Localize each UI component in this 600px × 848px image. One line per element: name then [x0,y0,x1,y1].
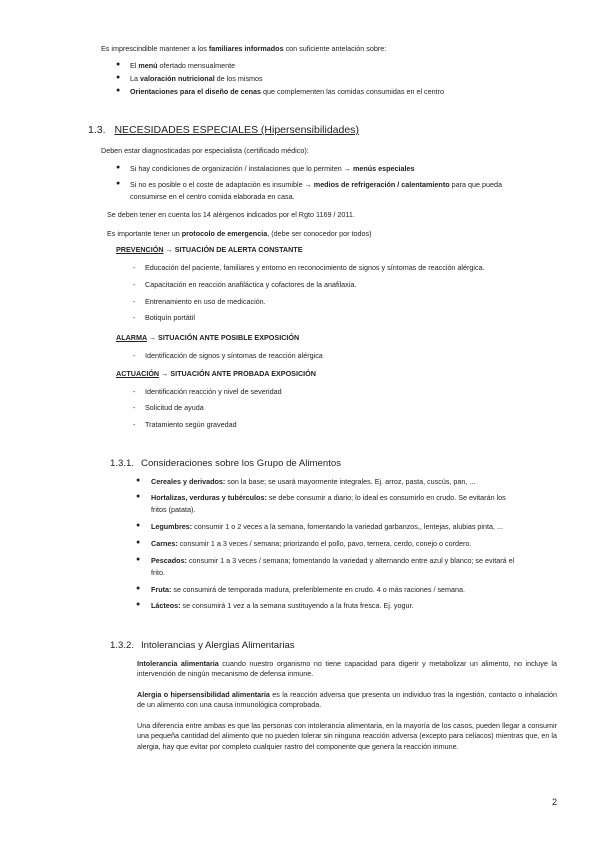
dash-icon: - [133,313,136,322]
alarma-item: Identificación de signos y síntomas de reacción alérgica [145,351,323,360]
intro-item-menu: El menú ofertado mensualmente [130,61,236,70]
bullet-icon: ● [136,477,141,484]
food-item-cont: fritos (patata). [151,505,196,514]
actuacion-item: Solicitud de ayuda [145,403,204,412]
actuacion-item: Identificación reacción y nivel de severidad [145,387,282,396]
paragraph-intolerancia: Intolerancia alimentaria cuando nuestro organismo no tiene capacidad para digerir y metabolizar un alimento, no incluye la intervención de ningún mecanismo de defensa inmune. [137,659,557,679]
dash-icon: - [133,403,136,412]
allergen-text: Se deben tener en cuenta los 14 alérgenos indicados por el Rgto 1169 / 2011. [107,210,355,219]
section-heading [88,124,359,136]
bullet-icon: ● [116,180,121,187]
food-item: Cereales y derivados: son la base; se usará mayormente integrales. Ej. arroz, pasta, cuscús, pan, ... [151,477,476,486]
section-title: NECESIDADES ESPECIALES (Hipersensibilidades) [114,124,359,136]
bullet-icon: ● [136,493,141,500]
food-item: Pescados: consumir 1 a 3 veces / semana; fomentando la variedad y alternando entre azul y blanco; se evitará el [151,556,515,565]
prevencion-item: Capacitación en reacción anafiláctica y cofactores de la anafilaxia. [145,280,357,289]
diag-item-medios: Si no es posible o el coste de adaptación es insumible → medios de refrigeración / calentamiento para que pueda [130,180,502,189]
prevencion-item: Educación del paciente, familiares y entorno en reconocimiento de signos y síntomas de reacción alérgica. [145,263,485,272]
food-item: Lácteos: se consumirá 1 vez a la semana sustituyendo a la fruta fresca. Ej. yogur. [151,601,414,610]
bullet-icon: ● [116,87,121,94]
dash-icon: - [133,387,136,396]
paragraph-alergia: Alergia o hipersensibilidad alimentaria es la reacción adversa que presenta un individuo tras la ingestión, contacto o inhalación de un alimento con una causa inmunológica comprobada. [137,690,557,710]
alarma-heading: ALARMA → SITUACIÓN ANTE POSIBLE EXPOSICIÓN [116,333,300,342]
food-item: Hortalizas, verduras y tubérculos: se debe consumir a diario; lo ideal es consumirlo en crudo. Se evitarán los [151,493,506,502]
diag-item-medios-cont: consumirse en el centro comida elaborada en casa. [130,192,295,201]
prevencion-item: Entrenamiento en uso de medicación. [145,297,266,306]
prevencion-item: Botiquín portátil [145,313,195,322]
diagnosis-text: Deben estar diagnosticadas por especialista (certificado médico): [101,146,309,155]
intro-text: Es imprescindible mantener a los familiares informados con suficiente antelación sobre: [101,44,387,53]
dash-icon: - [133,420,136,429]
food-item: Carnes: consumir 1 a 3 veces / semana; priorizando el pollo, pavo, ternera, cerdo, conejo o cordero. [151,539,472,548]
dash-icon: - [133,280,136,289]
bullet-icon: ● [116,74,121,81]
intro-item-valoracion: La valoración nutricional de los mismos [130,74,263,83]
food-item: Fruta: se consumirá de temporada madura, preferiblemente en crudo. 4 o más raciones / semana. [151,585,466,594]
subsection-heading: 1.3.1. Consideraciones sobre los Grupo de Alimentos [110,458,341,469]
dash-icon: - [133,351,136,360]
bullet-icon: ● [136,539,141,546]
bullet-icon: ● [136,556,141,563]
food-item-cont: frito. [151,568,165,577]
actuacion-heading: ACTUACIÓN → SITUACIÓN ANTE PROBADA EXPOSICIÓN [116,369,316,378]
diag-item-menus: Si hay condiciones de organización / instalaciones que lo permiten → menús especiales [130,164,415,173]
prevencion-heading: PREVENCIÓN → SITUACIÓN DE ALERTA CONSTANTE [116,245,303,254]
protocol-text: Es importante tener un protocolo de emergencia, (debe ser conocedor por todos) [107,229,372,238]
page-number: 2 [552,797,558,807]
bullet-icon: ● [136,522,141,529]
bullet-icon: ● [136,585,141,592]
food-item: Legumbres: consumir 1 o 2 veces a la semana, fomentando la variedad garbanzos,, lentejas, alubias pinta, ... [151,522,503,531]
intro-item-orientaciones: Orientaciones para el diseño de cenas que complementen las comidas consumidas en el centro [130,87,445,96]
paragraph-diferencia: Una diferencia entre ambas es que las personas con intolerancia alimentaria, en la mayoría de los casos, pueden llegar a consumir una pequeña cantidad del alimento que no pueden tolerar sin ninguna reacción adversa (excepto para celiacos) mientras que, en la alergia, hay que evitar por completo cualquier rastro del componente que genera la reacción inmune. [137,721,557,751]
dash-icon: - [133,297,136,306]
dash-icon: - [133,263,136,272]
bullet-icon: ● [116,61,121,68]
bullet-icon: ● [136,601,141,608]
section-number: 1.3. [88,124,106,136]
actuacion-item: Tratamiento según gravedad [145,420,237,429]
subsection-heading: 1.3.2. Intolerancias y Alergias Alimentarias [110,640,295,651]
bullet-icon: ● [116,164,121,171]
